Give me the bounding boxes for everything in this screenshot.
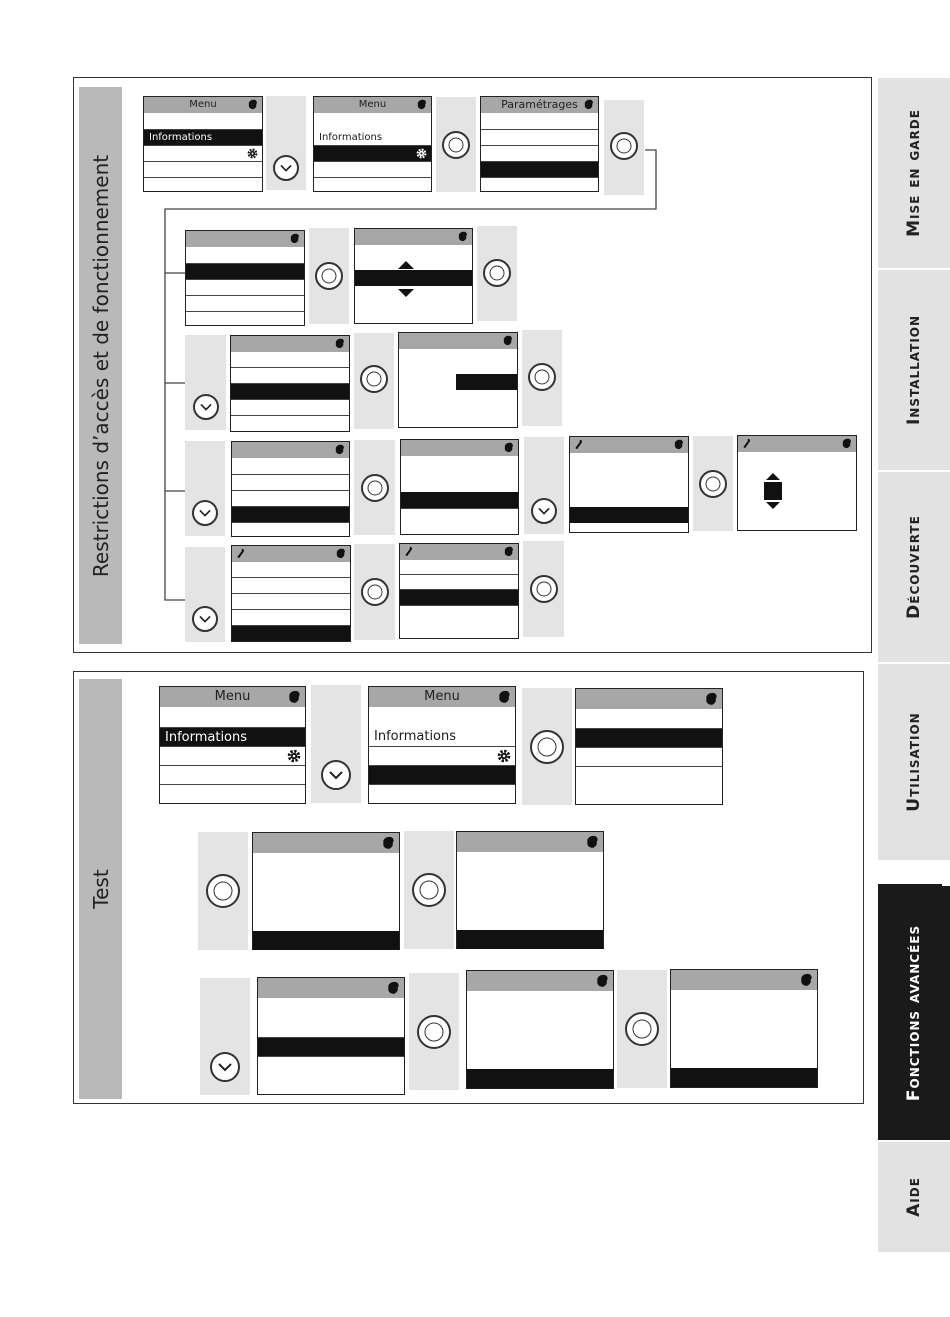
ok-knob-icon[interactable] <box>412 873 446 907</box>
screen-header <box>253 833 399 853</box>
wrench-icon <box>742 438 752 449</box>
menu-item-selected[interactable] <box>253 931 399 950</box>
arrow-up-icon[interactable] <box>397 260 415 270</box>
menu-item[interactable] <box>186 279 304 295</box>
value-spinner-icon[interactable] <box>763 472 783 510</box>
screen-test-result <box>466 970 614 1089</box>
menu-item-selected[interactable] <box>401 492 518 508</box>
screen-menu-informations <box>159 686 306 804</box>
ok-button-panel <box>693 436 733 531</box>
menu-item[interactable] <box>232 577 350 593</box>
screen-header <box>355 229 472 245</box>
menu-item-selected[interactable] <box>232 625 350 641</box>
screen-menu-settings-selected <box>313 96 432 192</box>
wrench-icon <box>574 439 584 450</box>
bird-logo-icon <box>457 231 468 242</box>
gear-icon <box>247 148 258 159</box>
bird-logo-icon <box>386 981 400 995</box>
screen-header <box>258 978 404 998</box>
screen-header <box>457 832 603 852</box>
tab-label: Mise en garde <box>904 109 924 237</box>
menu-item-selected[interactable] <box>481 161 598 177</box>
screen-header <box>401 440 518 456</box>
ok-button-panel <box>522 688 572 805</box>
menu-item[interactable] <box>231 367 349 383</box>
ok-button-panel <box>617 970 667 1088</box>
menu-item[interactable] <box>186 247 304 263</box>
menu-item-settings[interactable] <box>160 746 305 765</box>
tab-label: Découverte <box>904 515 924 619</box>
down-button-panel <box>185 441 225 536</box>
ok-button-panel <box>523 541 564 637</box>
down-button-panel <box>266 96 306 190</box>
menu-item[interactable] <box>400 574 518 589</box>
bird-logo-icon <box>416 99 427 110</box>
menu-item[interactable] <box>576 747 722 766</box>
bird-logo-icon <box>289 233 300 244</box>
ok-knob-icon[interactable] <box>361 578 389 606</box>
menu-item[interactable] <box>232 593 350 609</box>
screen-value-selector <box>354 228 473 324</box>
menu-item-informations[interactable]: Informations <box>319 131 383 143</box>
menu-item-selected[interactable] <box>258 1037 404 1056</box>
ok-knob-icon[interactable] <box>483 259 511 287</box>
menu-item[interactable] <box>258 1056 404 1094</box>
screen-list <box>185 230 305 326</box>
menu-item-selected[interactable] <box>186 263 304 279</box>
screen-title: Menu <box>358 99 387 110</box>
tab-fonctions-avancees[interactable] <box>878 886 950 1140</box>
screen-toggle <box>398 332 518 428</box>
gear-icon <box>416 148 427 159</box>
menu-item[interactable] <box>232 609 350 625</box>
menu-item[interactable] <box>232 522 349 538</box>
ok-button-panel <box>436 97 476 192</box>
ok-button-panel <box>477 226 517 321</box>
screen-installer-value <box>737 435 857 531</box>
down-button-panel <box>185 547 225 642</box>
bird-logo-icon <box>583 99 594 110</box>
tab-decouverte[interactable] <box>878 472 950 662</box>
menu-item-selected[interactable] <box>457 930 603 949</box>
menu-item-informations[interactable]: Informations <box>374 729 457 744</box>
screen-header <box>232 546 350 562</box>
menu-item-selected[interactable] <box>570 507 688 523</box>
menu-item[interactable] <box>369 784 515 803</box>
menu-item[interactable] <box>160 765 305 784</box>
bird-logo-icon <box>799 973 813 987</box>
ok-button-panel <box>404 831 454 949</box>
ok-knob-icon[interactable] <box>361 474 389 502</box>
ok-button-panel <box>522 330 562 426</box>
ok-knob-icon[interactable] <box>417 1015 451 1049</box>
screen-header <box>231 336 349 352</box>
chevron-down-icon[interactable] <box>193 394 219 420</box>
bird-logo-icon <box>334 338 345 349</box>
bird-logo-icon <box>503 442 514 453</box>
section-test-title-bar <box>79 679 122 1099</box>
menu-item[interactable] <box>258 998 404 1037</box>
chevron-down-icon[interactable] <box>192 606 218 632</box>
screen-title: Paramétrages <box>501 98 578 111</box>
ok-button-panel <box>409 973 459 1090</box>
bird-logo-icon <box>335 548 346 559</box>
tab-label: Installation <box>904 314 924 426</box>
down-button-panel <box>311 685 361 803</box>
screen-title: Menu <box>189 99 217 110</box>
wrench-icon <box>236 548 246 559</box>
screen-list <box>400 439 519 535</box>
bird-logo-icon <box>334 444 345 455</box>
menu-item-selected[interactable] <box>671 1068 817 1087</box>
toggle-value-selected[interactable] <box>456 374 517 390</box>
screen-header <box>467 971 613 991</box>
menu-item[interactable] <box>232 458 349 474</box>
ok-knob-icon[interactable] <box>315 262 343 290</box>
screen-menu-informations <box>143 96 263 192</box>
tab-label: Aide <box>904 1177 924 1217</box>
menu-item-selected[interactable] <box>369 765 515 784</box>
ok-knob-icon[interactable] <box>206 874 240 908</box>
value-selected[interactable] <box>355 270 472 286</box>
screen-parametrages <box>480 96 599 192</box>
menu-item[interactable] <box>231 352 349 367</box>
menu-item[interactable] <box>144 161 262 177</box>
menu-item-settings[interactable] <box>144 145 262 161</box>
bird-logo-icon <box>381 836 395 850</box>
tab-mise-en-garde[interactable] <box>878 78 950 268</box>
ok-button-panel <box>354 544 395 640</box>
screen-header <box>232 442 349 458</box>
screen-installer-list <box>399 543 519 639</box>
screen-test-result <box>670 969 818 1088</box>
bird-logo-icon <box>673 439 684 450</box>
ok-button-panel <box>198 832 248 950</box>
menu-item[interactable] <box>481 177 598 193</box>
gear-icon <box>287 749 301 763</box>
gear-icon <box>497 749 511 763</box>
tab-utilisation[interactable] <box>878 664 950 860</box>
bird-logo-icon <box>503 546 514 557</box>
menu-item-informations[interactable]: Informations <box>144 129 262 145</box>
menu-item[interactable] <box>231 415 349 431</box>
bird-logo-icon <box>497 690 511 704</box>
bird-logo-icon <box>841 438 852 449</box>
ok-knob-icon[interactable] <box>530 575 558 603</box>
screen-test-list <box>257 977 405 1095</box>
screen-header <box>671 970 817 990</box>
menu-item[interactable] <box>232 474 349 490</box>
chevron-down-icon[interactable] <box>192 500 218 526</box>
ok-knob-icon[interactable] <box>610 132 638 160</box>
tab-label: Utilisation <box>904 712 924 812</box>
tab-aide[interactable] <box>878 1142 950 1252</box>
screen-header <box>314 97 431 113</box>
menu-item[interactable] <box>232 490 349 506</box>
menu-item-selected[interactable] <box>231 383 349 399</box>
menu-item[interactable] <box>401 508 518 524</box>
screen-installer-list <box>569 436 689 533</box>
ok-knob-icon[interactable] <box>528 363 556 391</box>
screen-title: Menu <box>424 689 460 704</box>
ok-button-panel <box>354 333 394 429</box>
chevron-down-icon[interactable] <box>531 498 557 524</box>
menu-item-selected[interactable] <box>576 728 722 747</box>
menu-item[interactable] <box>576 766 722 804</box>
ok-knob-icon[interactable] <box>625 1012 659 1046</box>
menu-item-selected[interactable] <box>467 1069 613 1088</box>
screen-header <box>399 333 517 349</box>
screen-installer-list <box>231 545 351 642</box>
chevron-down-icon[interactable] <box>210 1052 240 1082</box>
menu-item[interactable] <box>400 605 518 621</box>
menu-item[interactable] <box>160 784 305 803</box>
menu-item[interactable] <box>576 709 722 728</box>
menu-item-informations[interactable]: Informations <box>160 727 305 746</box>
screen-list <box>230 335 350 432</box>
ok-knob-icon[interactable] <box>360 365 388 393</box>
menu-item-selected[interactable] <box>232 506 349 522</box>
menu-item[interactable] <box>481 129 598 145</box>
tab-installation[interactable] <box>878 270 950 470</box>
section-restrictions-title: Restrictions d’accès et de fonctionnement <box>88 154 113 577</box>
menu-item[interactable] <box>481 113 598 129</box>
bird-logo-icon <box>502 335 513 346</box>
screen-menu-settings-selected <box>368 686 516 804</box>
tab-divider <box>878 884 942 886</box>
section-test-title: Test <box>88 869 113 909</box>
section-restrictions-title-bar <box>79 87 122 644</box>
bird-logo-icon <box>287 690 301 704</box>
screen-header <box>738 436 856 452</box>
ok-button-panel <box>604 100 644 195</box>
menu-item-gear-row[interactable] <box>369 746 515 765</box>
bird-logo-icon <box>585 835 599 849</box>
screen-header <box>160 687 305 707</box>
down-button-panel <box>200 978 250 1095</box>
screen-header <box>570 437 688 453</box>
arrow-down-icon[interactable] <box>397 288 415 298</box>
menu-item-selected[interactable] <box>400 589 518 605</box>
bird-logo-icon <box>595 974 609 988</box>
tab-label: Fonctions avancées <box>904 924 924 1102</box>
menu-item[interactable] <box>231 399 349 415</box>
screen-header <box>576 689 722 709</box>
down-button-panel <box>524 437 564 534</box>
screen-header <box>186 231 304 247</box>
screen-header <box>400 544 518 560</box>
screen-test-result <box>252 832 400 950</box>
ok-knob-icon[interactable] <box>699 470 727 498</box>
menu-item[interactable] <box>314 177 431 193</box>
screen-test-result <box>456 831 604 949</box>
screen-header <box>144 97 262 113</box>
menu-item[interactable] <box>481 145 598 161</box>
screen-title: Menu <box>214 689 251 704</box>
menu-item[interactable] <box>186 311 304 327</box>
menu-item[interactable] <box>186 295 304 311</box>
menu-item-settings[interactable] <box>314 145 431 161</box>
ok-button-panel <box>309 228 349 324</box>
screen-header <box>481 97 598 113</box>
menu-item[interactable] <box>232 562 350 577</box>
menu-item[interactable] <box>144 177 262 193</box>
screen-header <box>369 687 515 707</box>
menu-item[interactable] <box>314 161 431 177</box>
screen-test-list <box>575 688 723 805</box>
down-button-panel <box>185 335 226 430</box>
wrench-icon <box>404 546 414 557</box>
ok-knob-icon[interactable] <box>442 131 470 159</box>
ok-button-panel <box>354 440 395 535</box>
chevron-down-icon[interactable] <box>321 760 351 790</box>
screen-list <box>231 441 350 537</box>
bird-logo-icon <box>704 692 718 706</box>
ok-knob-icon[interactable] <box>530 730 564 764</box>
bird-logo-icon <box>247 99 258 110</box>
chevron-down-icon[interactable] <box>273 155 299 181</box>
